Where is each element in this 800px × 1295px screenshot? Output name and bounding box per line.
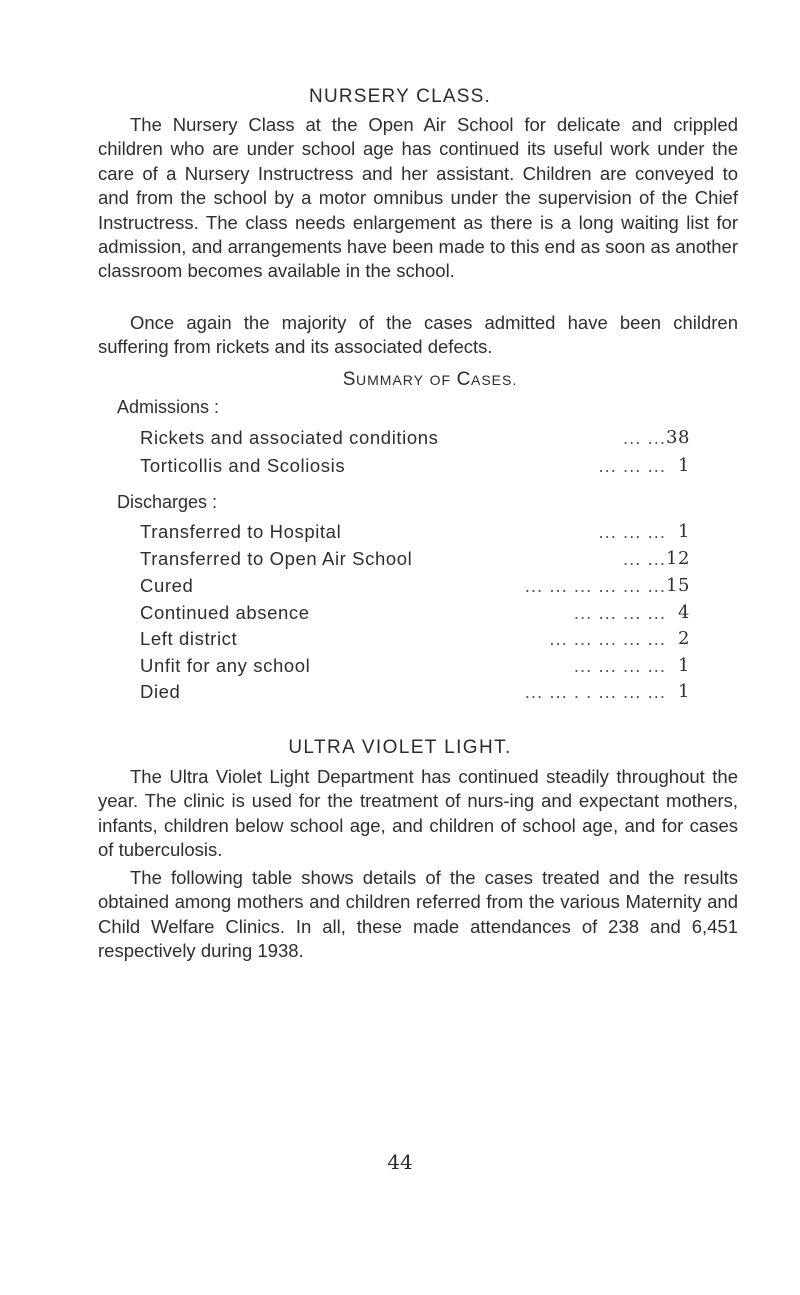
summary-of-cases-title: SUMMARY OF CASES. xyxy=(342,369,518,390)
summary-row: Transferred to Open Air School ... ... 12 xyxy=(140,548,691,569)
admissions-label: Admissions : xyxy=(117,397,220,417)
summary-row: Cured ... ... ... ... ... ... 15 xyxy=(140,575,691,596)
nursery-paragraph-1: The Nursery Class at the Open Air School for delicate and crippled children who are under school age has continued its useful work under the care of a Nursery Instructress and her assistant. Children are conveyed to and from the school by a motor omnibus under the supervision of the Chief Instructress. The class needs enlargement as there is a long waiting list for admission, and arrangements have been made to this end as soon as another classroom becomes available in the school. xyxy=(98,114,738,282)
discharges-label: Discharges : xyxy=(117,492,218,512)
ultra-violet-paragraph-2: The following table shows details of the cases treated and the results obtained among mothers and children referred from the various Maternity and Child Welfare Clinics. In all, these made attendances of 238 and 6,451 respectively during 1938. xyxy=(98,867,738,962)
summary-row: Left district ... ... ... ... ... 2 xyxy=(140,628,690,649)
summary-row: Rickets and associated conditions ... ... 38 xyxy=(140,427,691,448)
summary-row: Continued absence ... ... ... ... 4 xyxy=(140,602,690,623)
nursery-class-heading: NURSERY CLASS. xyxy=(309,86,491,107)
summary-row: Died ... ... . . ... ... ... 1 xyxy=(140,681,690,702)
summary-row: Torticollis and Scoliosis ... ... ... 1 xyxy=(140,455,690,476)
summary-row: Transferred to Hospital ... ... ... 1 xyxy=(140,521,690,542)
ultra-violet-heading: ULTRA VIOLET LIGHT. xyxy=(288,737,512,758)
nursery-paragraph-2: Once again the majority of the cases admitted have been children suffering from rickets and its associated defects. xyxy=(98,312,738,358)
page-number: 44 xyxy=(387,1150,413,1174)
summary-row: Unfit for any school ... ... ... ... 1 xyxy=(140,655,690,676)
ultra-violet-paragraph-1: The Ultra Violet Light Department has continued steadily throughout the year. The clinic is used for the treatment of nurs-ing and expectant mothers, infants, children below school age, and children of school age, and for cases of tuberculosis. xyxy=(98,766,738,861)
